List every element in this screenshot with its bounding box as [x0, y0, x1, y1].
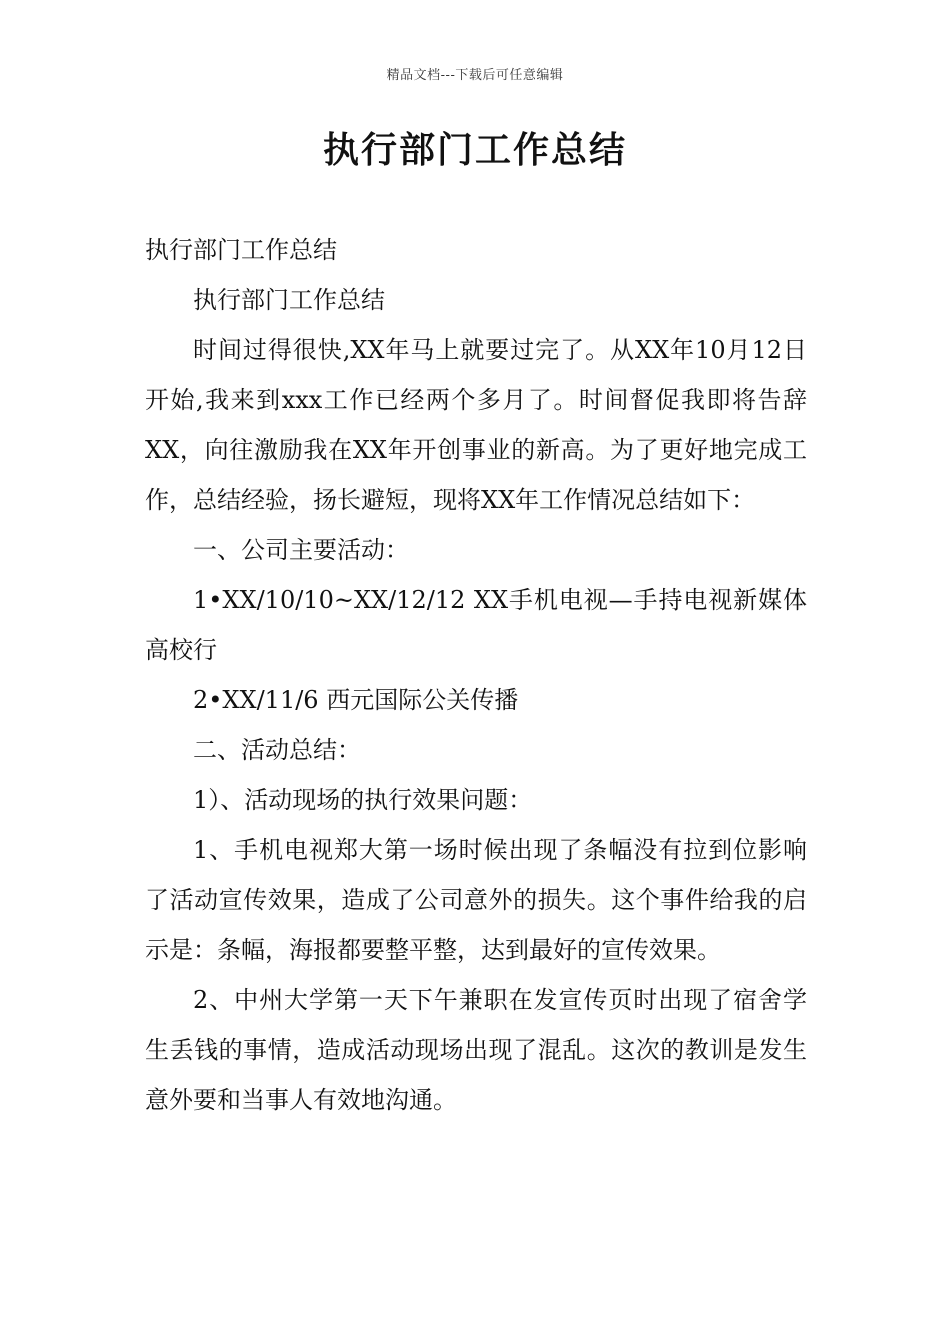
subsection-heading-execution: 1）、活动现场的执行效果问题：	[193, 786, 533, 814]
paragraph-intro: 时间过得很快,XX年马上就要过完了。从XX年10月12日开始,我来到xxx工作已经两个多月了。时间督促我即将告辞XX，向往激励我在XX年开创事业的新高。为了更好地完成工作，总结经验，扬长避短，现将XX年工作情况总结如下：	[145, 336, 807, 514]
document-body	[145, 225, 807, 1125]
summary-point-2: 2、中州大学第一天下午兼职在发宣传页时出现了宿舍学生丢钱的事情，造成活动现场出现了混乱。这次的教训是发生意外要和当事人有效地沟通。	[145, 986, 807, 1114]
activity-item-2: 2•XX/11/6 西元国际公关传播	[193, 686, 519, 714]
section-heading-activities: 一、公司主要活动：	[193, 536, 409, 564]
header-note: 精品文档---下载后可任意编辑	[386, 68, 564, 83]
section-heading-summary: 二、活动总结：	[193, 736, 361, 764]
activity-item-1: 1•XX/10/10~XX/12/12 XX手机电视—手持电视新媒体高校行	[145, 586, 807, 664]
summary-point-1: 1、手机电视郑大第一场时候出现了条幅没有拉到位影响了活动宣传效果，造成了公司意外的损失。这个事件给我的启示是：条幅，海报都要整平整，达到最好的宣传效果。	[145, 836, 807, 964]
document-title: 执行部门工作总结	[322, 130, 627, 171]
paragraph-heading: 执行部门工作总结	[145, 236, 337, 264]
paragraph-subheading: 执行部门工作总结	[193, 286, 385, 314]
